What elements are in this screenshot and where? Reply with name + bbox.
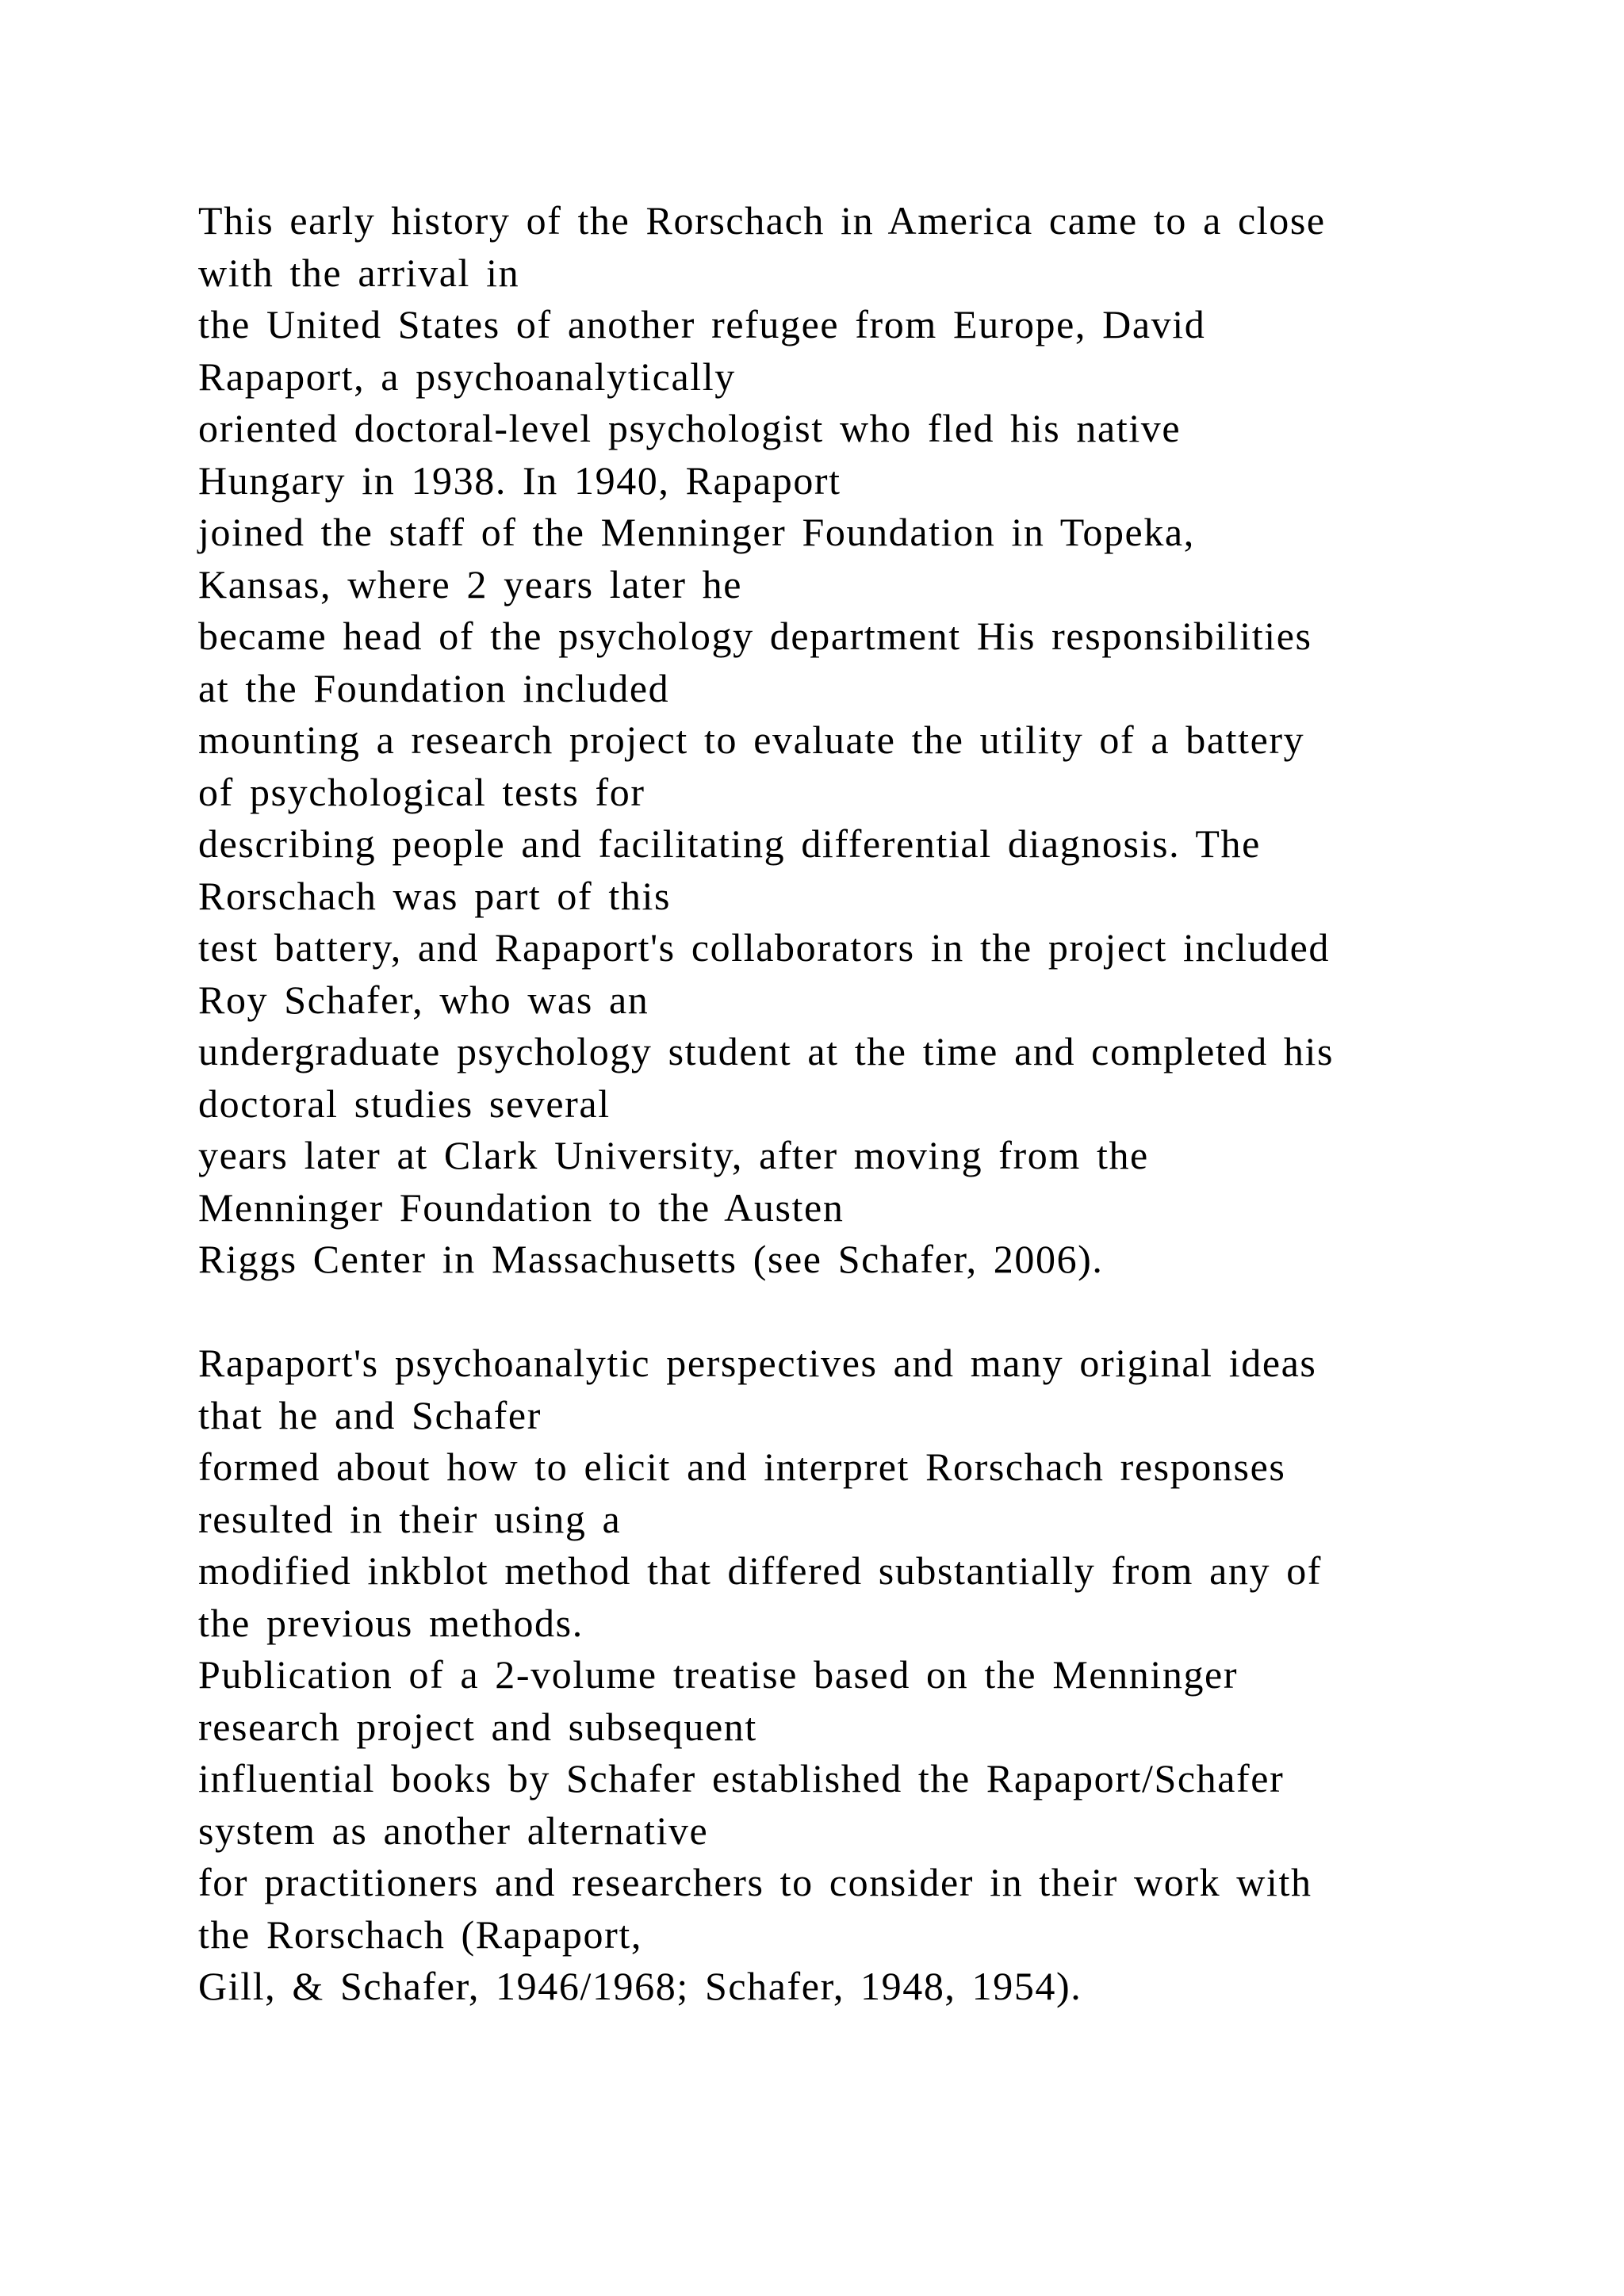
text-line: Rapaport, a psychoanalytically (198, 354, 736, 399)
text-line: the previous methods. (198, 1600, 584, 1645)
paragraph-1 (198, 195, 1483, 1286)
text-line: the Rorschach (Rapaport, (198, 1911, 642, 1957)
text-line: of psychological tests for (198, 769, 645, 814)
text-line: for practitioners and researchers to consider in their work with (198, 1860, 1312, 1904)
text-line: Menninger Foundation to the Austen (198, 1184, 845, 1230)
text-line: Riggs Center in Massachusetts (see Schafer, 2006). (198, 1237, 1104, 1281)
text-line: Kansas, where 2 years later he (198, 561, 743, 607)
text-line: Rorschach was part of this (198, 873, 672, 918)
text-line: oriented doctoral-level psychologist who fled his native (198, 406, 1182, 450)
text-line: research project and subsequent (198, 1704, 757, 1749)
text-line: with the arrival in (198, 250, 520, 295)
text-line: influential books by Schafer established the Rapaport/Schafer (198, 1756, 1285, 1800)
text-line: Rapaport's psychoanalytic perspectives and many original ideas (198, 1341, 1317, 1385)
paragraph-2 (198, 1337, 1483, 2013)
text-line: test battery, and Rapaport's collaborators in the project included (198, 925, 1331, 970)
text-line: became head of the psychology department His responsibilities (198, 614, 1312, 658)
text-line: modified inkblot method that differed substantially from any of (198, 1548, 1323, 1593)
text-line: Roy Schafer, who was an (198, 977, 649, 1022)
text-line: Gill, & Schafer, 1946/1968; Schafer, 1948, 1954). (198, 1964, 1082, 2008)
text-line: doctoral studies several (198, 1081, 611, 1126)
document-body (198, 195, 1483, 2013)
text-line: years later at Clark University, after moving from the (198, 1133, 1149, 1177)
text-line: undergraduate psychology student at the time and completed his (198, 1029, 1335, 1073)
text-line: the United States of another refugee from Europe, David (198, 302, 1206, 346)
text-line: at the Foundation included (198, 665, 670, 710)
text-line: formed about how to elicit and interpret Rorschach responses (198, 1445, 1286, 1489)
text-line: mounting a research project to evaluate the utility of a battery (198, 718, 1305, 762)
text-line: that he and Schafer (198, 1392, 542, 1437)
text-line: resulted in their using a (198, 1496, 622, 1541)
text-line: describing people and facilitating differential diagnosis. The (198, 821, 1261, 866)
text-line: Publication of a 2-volume treatise based on the Menninger (198, 1652, 1239, 1697)
text-line: joined the staff of the Menninger Foundation in Topeka, (198, 510, 1195, 554)
text-line: system as another alternative (198, 1808, 709, 1853)
text-line: This early history of the Rorschach in America came to a close (198, 198, 1326, 243)
paragraph-spacer (198, 1286, 1483, 1338)
text-line: Hungary in 1938. In 1940, Rapaport (198, 457, 841, 503)
